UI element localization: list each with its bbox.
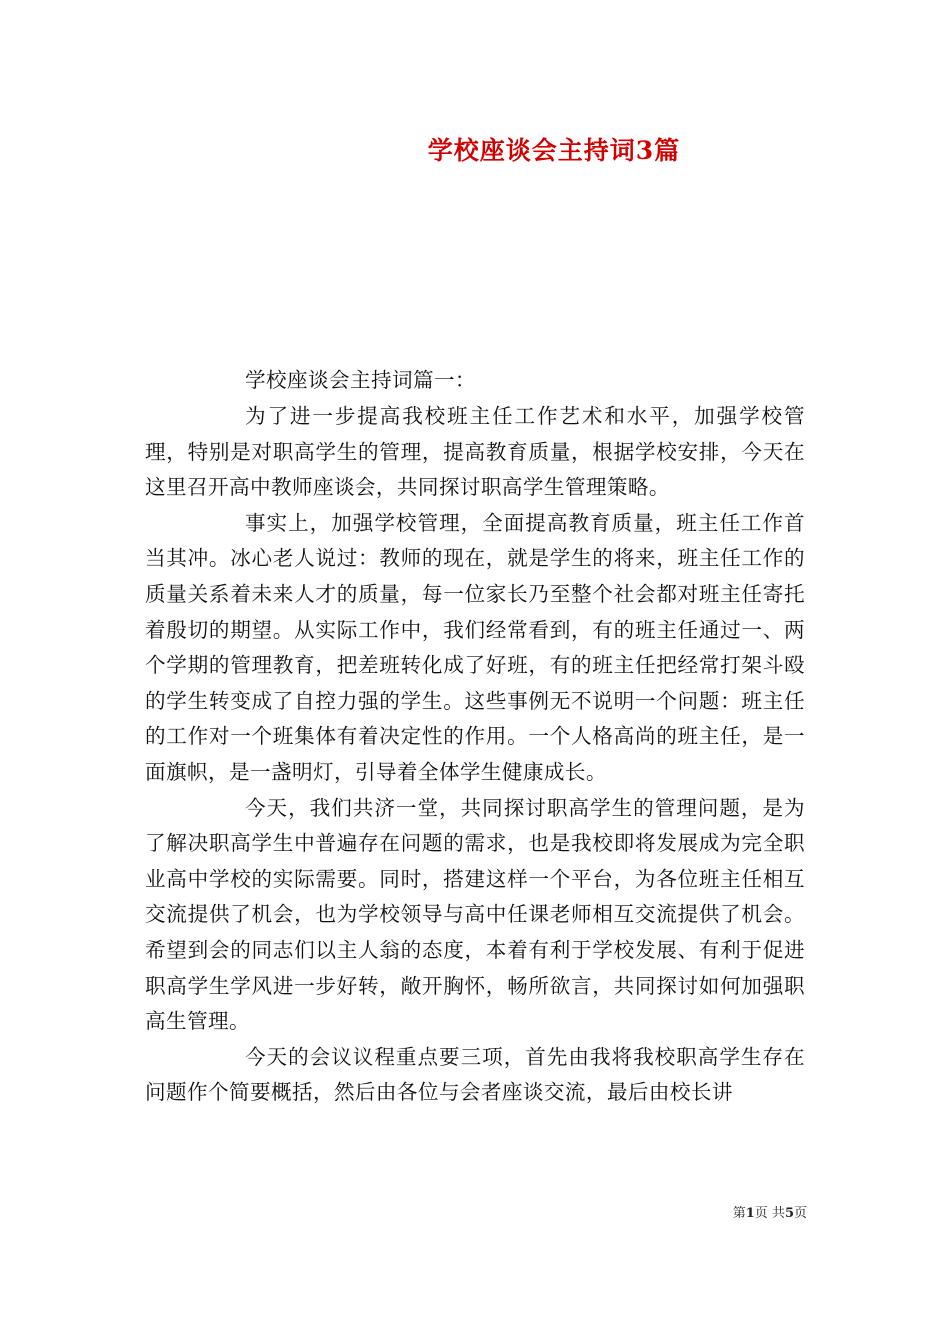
page-footer	[733, 1206, 807, 1222]
section-subheading: 学校座谈会主持词篇一：	[245, 368, 476, 392]
paragraph-1: 为了进一步提高我校班主任工作艺术和水平，加强学校管理，特别是对职高学生的管理，提高教育质量，根据学校安排，今天在这里召开高中教师座谈会，共同探讨职高学生管理策略。	[145, 404, 805, 500]
footer-prefix: 第	[732, 1206, 746, 1221]
current-page-number: 1	[745, 1206, 755, 1221]
paragraph-3: 今天，我们共济一堂，共同探讨职高学生的管理问题，是为了解决职高学生中普遍存在问题的需求，也是我校即将发展成为完全职业高中学校的实际需要。同时，搭建这样一个平台，为各位班主任相互交流提供了机会，也为学校领导与高中任课老师相互交流提供了机会。希望到会的同志们以主人翁的态度，本着有利于学校发展、有利于促进职高学生学风进一步好转，敞开胸怀，畅所欲言，共同探讨如何加强职高生管理。	[145, 795, 805, 1034]
footer-suffix: 页	[793, 1206, 807, 1221]
paragraph-2: 事实上，加强学校管理，全面提高教育质量，班主任工作首当其冲。冰心老人说过：教师的现在，就是学生的将来，班主任工作的质量关系着未来人才的质量，每一位家长乃至整个社会都对班主任寄托着殷切的期望。从实际工作中，我们经常看到，有的班主任通过一、两个学期的管理教育，把差班转化成了好班，有的班主任把经常打架斗殴的学生转变成了自控力强的学生。这些事例无不说明一个问题：班主任的工作对一个班集体有着决定性的作用。一个人格高尚的班主任，是一面旗帜，是一盏明灯，引导着全体学生健康成长。	[145, 510, 805, 785]
document-title: 学校座谈会主持词3篇	[427, 136, 681, 165]
total-pages-number: 5	[784, 1206, 794, 1221]
document-body	[145, 363, 805, 1111]
footer-middle: 页 共	[754, 1206, 785, 1221]
paragraph-4: 今天的会议议程重点要三项，首先由我将我校职高学生存在问题作个简要概括，然后由各位与会者座谈交流，最后由校长讲	[145, 1044, 805, 1105]
